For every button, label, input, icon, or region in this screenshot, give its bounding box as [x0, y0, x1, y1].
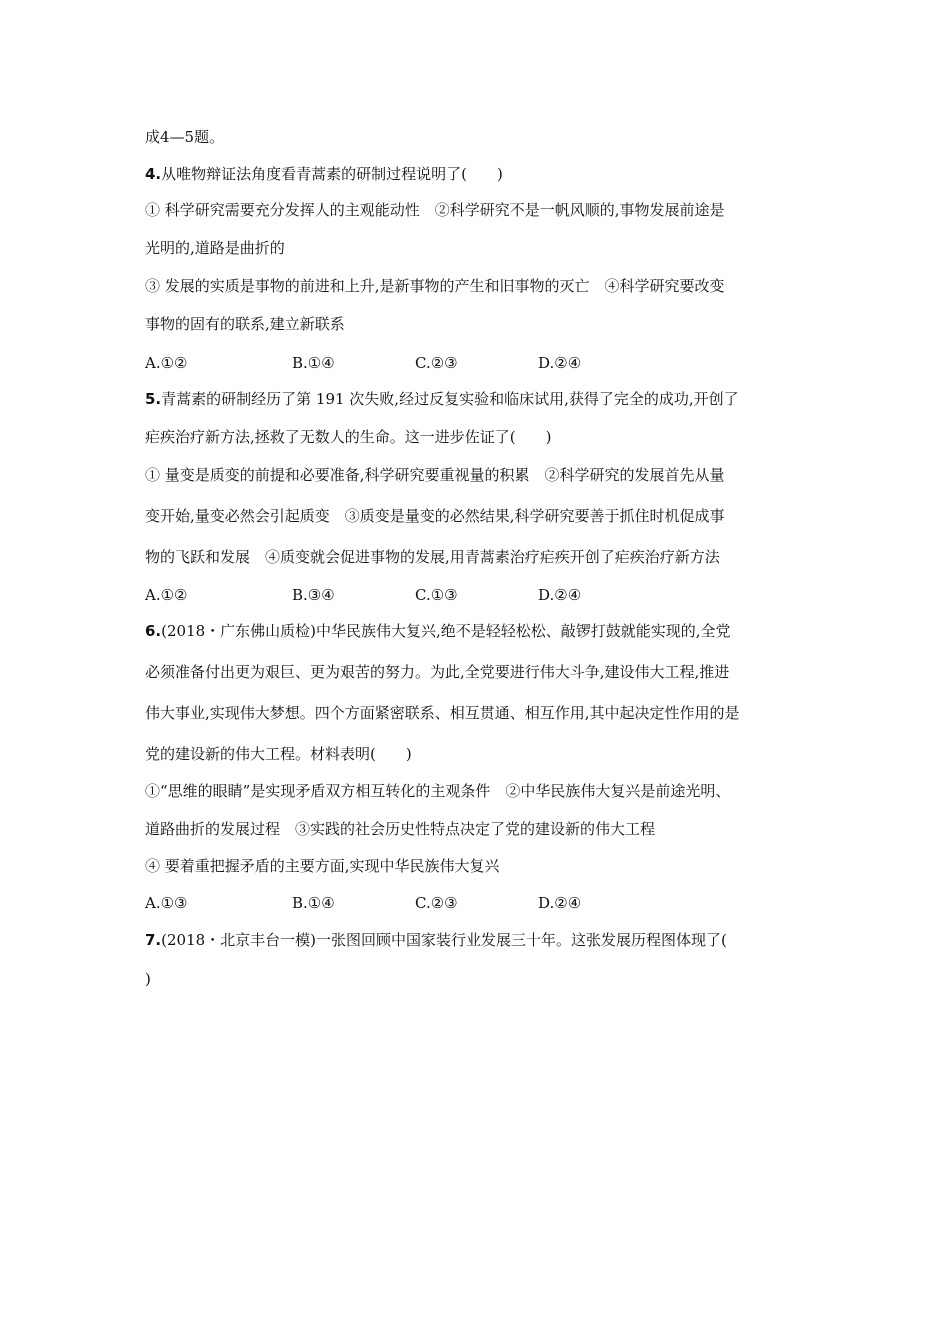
question-6-number: 6.	[145, 622, 162, 640]
question-5-option-c[interactable]: C.①③	[415, 586, 458, 604]
question-4-statement-line: 光明的,道路是曲折的	[145, 239, 285, 257]
question-6-stem: 6.(2018・广东佛山质检)中华民族伟大复兴,绝不是轻轻松松、敲锣打鼓就能实现的,全党	[145, 622, 731, 640]
question-4-number: 4.	[145, 165, 162, 183]
question-5-option-b[interactable]: B.③④	[292, 586, 335, 604]
question-6-statement-line: ①“思维的眼睛”是实现矛盾双方相互转化的主观条件 ②中华民族伟大复兴是前途光明、	[145, 782, 731, 800]
question-4-stem: 4.从唯物辩证法角度看青蒿素的研制过程说明了( )	[145, 165, 503, 183]
question-6-option-c[interactable]: C.②③	[415, 894, 458, 912]
question-5-number: 5.	[145, 390, 162, 408]
question-4-statement-line: ③ 发展的实质是事物的前进和上升,是新事物的产生和旧事物的灭亡 ④科学研究要改变	[145, 277, 725, 295]
question-4-option-c[interactable]: C.②③	[415, 354, 458, 372]
question-4-statement-line: 事物的固有的联系,建立新联系	[145, 315, 345, 333]
question-6-stem-line: 党的建设新的伟大工程。材料表明( )	[145, 745, 412, 763]
question-5-statement-line: 物的飞跃和发展 ④质变就会促进事物的发展,用青蒿素治疗疟疾开创了疟疾治疗新方法	[145, 548, 720, 566]
question-7-stem-line: )	[145, 970, 151, 988]
question-6-stem-line: 必须准备付出更为艰巨、更为艰苦的努力。为此,全党要进行伟大斗争,建设伟大工程,推进	[145, 663, 730, 681]
question-6-statement-line: 道路曲折的发展过程 ③实践的社会历史性特点决定了党的建设新的伟大工程	[145, 820, 656, 838]
question-5-statement-line: 变开始,量变必然会引起质变 ③质变是量变的必然结果,科学研究要善于抓住时机促成事	[145, 507, 725, 525]
question-4-option-b[interactable]: B.①④	[292, 354, 335, 372]
question-7-stem: 7.(2018・北京丰台一模)一张图回顾中国家装行业发展三十年。这张发展历程图体现了(	[145, 931, 727, 949]
question-5-option-a[interactable]: A.①②	[145, 586, 188, 604]
question-4-option-a[interactable]: A.①②	[145, 354, 188, 372]
question-6-option-a[interactable]: A.①③	[145, 894, 188, 912]
question-6-stem-line: 伟大事业,实现伟大梦想。四个方面紧密联系、相互贯通、相互作用,其中起决定性作用的是	[145, 704, 740, 722]
question-6-option-b[interactable]: B.①④	[292, 894, 335, 912]
question-7-number: 7.	[145, 931, 162, 949]
question-5-statement-line: ① 量变是质变的前提和必要准备,科学研究要重视量的积累 ②科学研究的发展首先从量	[145, 466, 725, 484]
question-6-option-d[interactable]: D.②④	[538, 894, 582, 912]
question-4-statement-line: ① 科学研究需要充分发挥人的主观能动性 ②科学研究不是一帆风顺的,事物发展前途是	[145, 201, 725, 219]
question-5-stem-line: 疟疾治疗新方法,拯救了无数人的生命。这一进步佐证了( )	[145, 428, 552, 446]
question-5-stem: 5.青蒿素的研制经历了第 191 次失败,经过反复实验和临床试用,获得了完全的成功,开创了	[145, 390, 739, 408]
question-6-statement-line: ④ 要着重把握矛盾的主要方面,实现中华民族伟大复兴	[145, 857, 500, 875]
question-5-option-d[interactable]: D.②④	[538, 586, 582, 604]
intro-tail: 成4—5题。	[145, 128, 225, 146]
question-4-option-d[interactable]: D.②④	[538, 354, 582, 372]
